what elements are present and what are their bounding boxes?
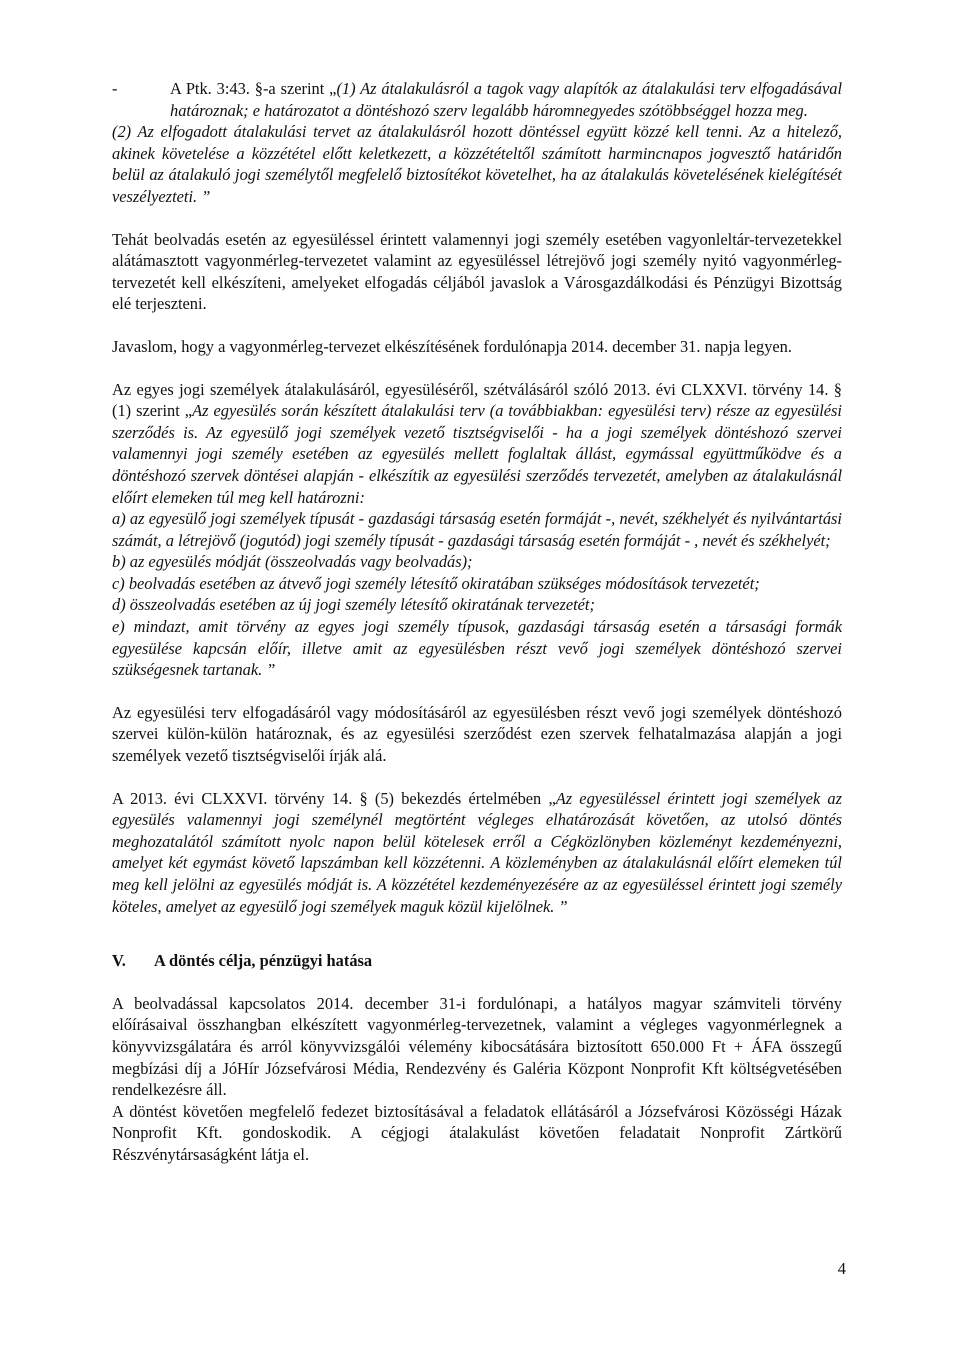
ptk-quote-paragraph-2: (2) Az elfogadott átalakulási tervet az átalakulásról hozott döntéssel együtt közzé kell tenni. Az a hitelező, akinek követelése a közzététel előtt keletkezett, a közzétételtől számított harmincnapos jogvesztő határidőn belül az átalakuló jogi személytől megfelelő biztosítékot követelhet, ha az átalakulás követelésének kielégítését veszélyezteti. ”	[112, 122, 842, 206]
document-body	[112, 78, 842, 1166]
paragraph-torveny	[112, 379, 842, 509]
bekezdes-lead: A 2013. évi CLXXVI. törvény 14. § (5) bekezdés értelmében „	[112, 788, 556, 808]
paragraph-beolvadas: A beolvadással kapcsolatos 2014. december 31-i fordulónapi, a hatályos magyar számviteli törvény előírásaival összhangban elkészített vagyonmérleg-tervezetnek, valamint a végleges vagyonmérlegnek a könyvvizsgálatára és arról könyvvizsgálói vélemény kibocsátására biztosított 650.000 Ft + ÁFA összegű megbízási díj a JóHír Józsefvárosi Média, Rendezvény és Galéria Központ Nonprofit Kft költségvetésében rendelkezésre áll.	[112, 993, 842, 1100]
section-title: A döntés célja, pénzügyi hatása	[154, 951, 373, 971]
bekezdes-quote: Az egyesüléssel érintett jogi személyek az egyesülés valamennyi jogi személynél megtörtént végleges elhatározását követően, az utolsó döntés meghozatalától számított nyolc napon belül kötelesek erről a Cégközlönyben közleményt kezdeményezni, amelyet két egymást követő lapszámban kell közzétenni. A közleményben az átalakulásnál előírt elemeken túl meg kell jelölni az egyesülés módját is. A közzététel kezdeményezésére az az egyesüléssel érintett jogi személy köteles, amelyet az egyesülő jogi személyek maguk közül kijelölnek. ”	[112, 788, 842, 916]
list-item-e: e) mindazt, amit törvény az egyes jogi személy típusok, gazdasági társaság esetén a társasági formák egyesülése kapcsán előír, illetve amit az egyesülésben részt vevő jogi személyek döntéshozó szervei szükségesnek tartanak. ”	[112, 617, 842, 680]
paragraph-tehat: Tehát beolvadás esetén az egyesüléssel érintett valamennyi jogi személy esetében vagyonleltár-tervezetekkel alátámasztott vagyonmérleg-tervezetet valamint az egyesüléssel létrejövő jogi személy nyitó vagyonmérleg-tervezetét kell elkészíteni, amelyeket elfogadás céljából javaslok a Városgazdálkodási és Pénzügyi Bizottság elé terjeszteni.	[112, 229, 842, 314]
torveny-quote: Az egyesülés során készített átalakulási terv (a továbbiakban: egyesülési terv) része az egyesülési szerződés is. Az egyesülő jogi személyek vezető tisztségviselői - ha a jogi személyek döntéshozó szervei valamennyi jogi személy esetében az egyesülés mellett foglaltak állást, egymással együttműködve és a döntéshozó szervek döntései alapján - elkészítik az egyesülési szerződés tervezetét, amelyben az átalakulásnál előírt elemeken túl meg kell határozni:	[112, 401, 842, 507]
list-item-b: b) az egyesülés módját (összeolvadás vagy beolvadás);	[112, 552, 473, 572]
ptk-quote-text-1: (1) Az átalakulásról a tagok vagy alapítók az átalakulási terv elfogadásával határoznak; e határozatot a döntéshozó szerv legalább háromnegyedes szótöbbséggel hozza meg.	[170, 79, 843, 120]
paragraph-javaslom: Javaslom, hogy a vagyonmérleg-tervezet elkészítésének fordulónapja 2014. december 31. napja legyen.	[112, 336, 792, 356]
ptk-quote-lead: A Ptk. 3:43. §-a szerint „	[170, 79, 337, 98]
list-item-a: a) az egyesülő jogi személyek típusát - gazdasági társaság esetén formáját -, nevét, székhelyét és nyilvántartási számát, a létrejövő (jogutód) jogi személy típusát - gazdasági társaság esetén formáját - , nevét és székhelyét;	[112, 509, 842, 550]
ptk-quote-block	[112, 78, 842, 121]
section-number: V.	[112, 951, 126, 971]
paragraph-egyesulesi-terv: Az egyesülési terv elfogadásáról vagy módosításáról az egyesülésben részt vevő jogi személyek döntéshozó szervei külön-külön határoznak, és az egyesülési szerződést ezen szervek felhatalmazása alapján a jogi személyek vezető tisztségviselői írják alá.	[112, 702, 842, 766]
paragraph-dontest: A döntést követően megfelelő fedezet biztosításával a feladatok ellátásáról a Józsefvárosi Közösségi Házak Nonprofit Kft. gondoskodik. A cégjogi átalakulást követően feladatait Nonprofit Zártkörű Részvénytársaságként látja el.	[112, 1101, 842, 1164]
page-number: 4	[837, 1259, 846, 1278]
list-item-c: c) beolvadás esetében az átvevő jogi személy létesítő okiratában szükséges módosítások tervezetét;	[112, 573, 760, 593]
ptk-quote-paragraph-1	[170, 78, 842, 121]
section-heading	[112, 950, 842, 972]
paragraph-bekezdes	[112, 788, 842, 918]
bullet-dash: -	[112, 79, 118, 98]
torveny-lead: Az egyes jogi személyek átalakulásáról, egyesüléséről, szétválásáról szóló 2013. évi CLXXVI. törvény 14. § (1) szerint „	[112, 379, 842, 421]
list-item-d: d) összeolvadás esetében az új jogi személy létesítő okiratának tervezetét;	[112, 595, 595, 615]
